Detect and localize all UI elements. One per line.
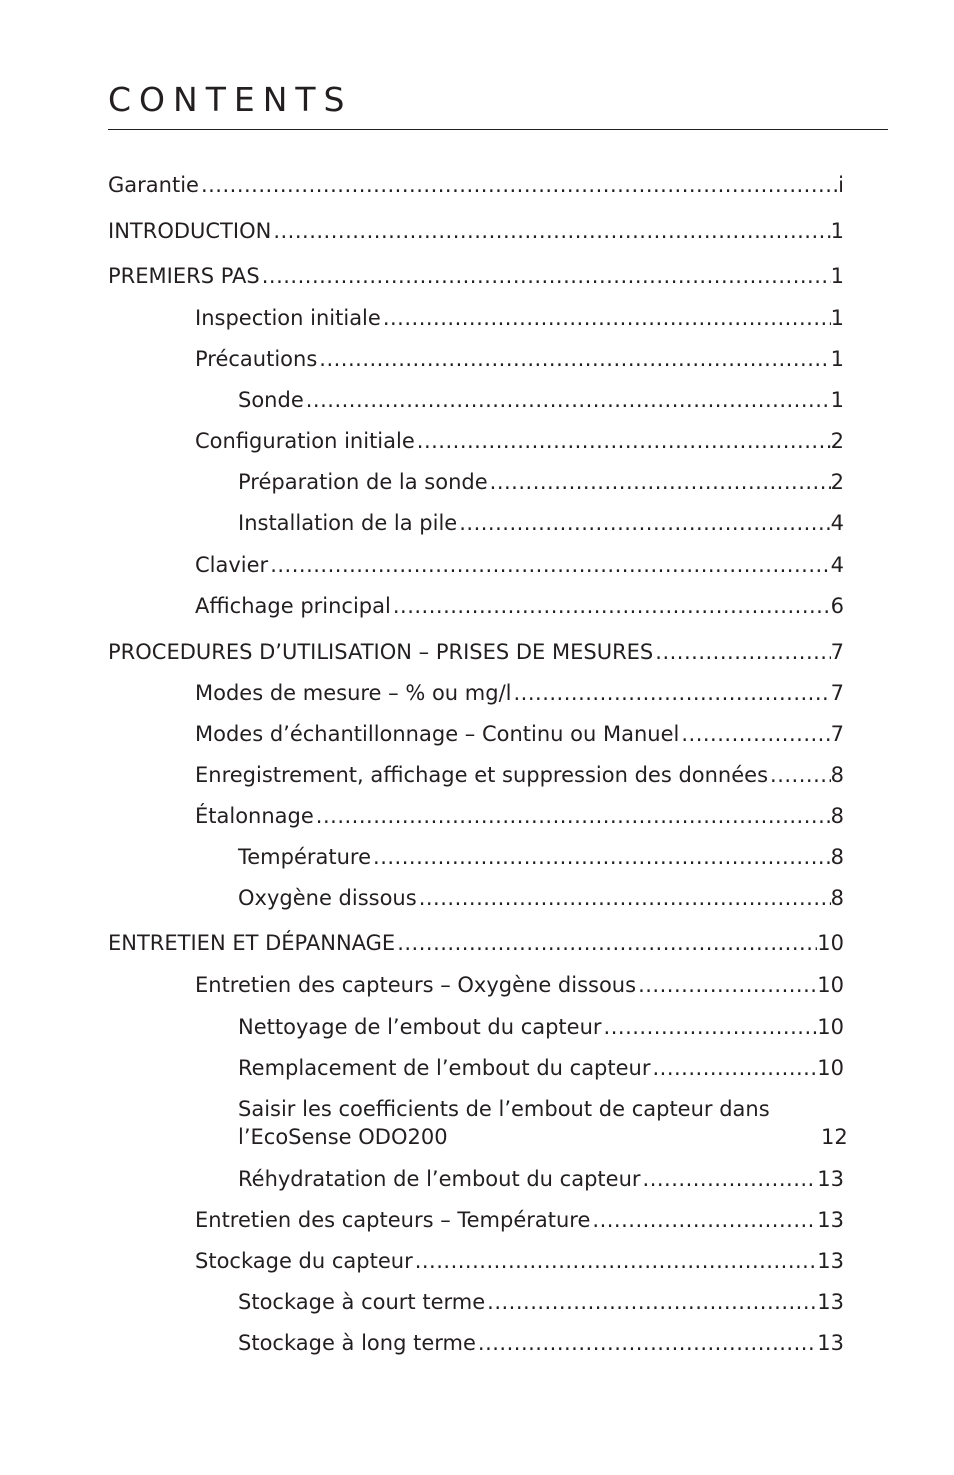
toc-entry[interactable] <box>195 971 844 999</box>
toc-dot-leader <box>512 679 831 707</box>
toc-entry-page: 6 <box>830 594 844 618</box>
toc-entry[interactable] <box>238 1329 844 1357</box>
toc-entry-label: Sonde <box>238 388 304 412</box>
toc-entry[interactable] <box>238 884 844 912</box>
toc-entry[interactable] <box>195 345 844 373</box>
toc-entry-label: Entretien des capteurs – Oxygène dissous <box>195 973 637 997</box>
toc-entry-page: 1 <box>830 306 844 330</box>
toc-entry-label: Température <box>238 845 372 869</box>
toc-dot-leader <box>314 802 831 830</box>
toc-entry[interactable] <box>238 386 844 414</box>
toc-entry[interactable] <box>238 1013 844 1041</box>
toc-entry-label: Enregistrement, affichage et suppression des données <box>195 763 769 787</box>
toc-entry-page: 7 <box>830 640 844 664</box>
toc-entry-page: 8 <box>830 763 844 787</box>
toc-entry-label: Affichage principal <box>195 594 391 618</box>
toc-entry-label: INTRODUCTION <box>108 219 272 243</box>
toc-entry-page: 13 <box>817 1331 844 1355</box>
toc-entry[interactable] <box>108 217 844 245</box>
toc-entry[interactable] <box>238 468 844 496</box>
toc-entry-label: Configuration initiale <box>195 429 415 453</box>
toc-entry-label: Remplacement de l’embout du capteur <box>238 1056 651 1080</box>
toc-dot-leader <box>653 638 830 666</box>
toc-entry[interactable] <box>238 1165 844 1193</box>
toc-entry-page: 7 <box>830 681 844 705</box>
toc-dot-leader <box>381 304 831 332</box>
toc-entry-label: Installation de la pile <box>238 511 458 535</box>
toc-entry[interactable] <box>108 638 844 666</box>
toc-entry-label: Inspection initiale <box>195 306 381 330</box>
toc-dot-leader <box>679 720 830 748</box>
toc-entry-page: 8 <box>830 886 844 910</box>
toc-dot-leader <box>268 551 830 579</box>
toc-entry-label: ENTRETIEN ET DÉPANNAGE <box>108 931 396 955</box>
toc-entry-label: Oxygène dissous <box>238 886 417 910</box>
toc-entry-label: Clavier <box>195 553 269 577</box>
toc-entry[interactable] <box>195 551 844 579</box>
toc-entry-page: 4 <box>830 511 844 535</box>
toc-dot-leader <box>602 1013 818 1041</box>
toc-entry-page: 2 <box>830 470 844 494</box>
toc-entry-label: Stockage du capteur <box>195 1249 413 1273</box>
toc-entry-label: Préparation de la sonde <box>238 470 488 494</box>
toc-entry[interactable] <box>238 1288 844 1316</box>
toc-entry-label: Nettoyage de l’embout du capteur <box>238 1015 602 1039</box>
toc-entry[interactable] <box>195 1206 844 1234</box>
toc-dot-leader <box>415 427 831 455</box>
toc-entry[interactable] <box>108 171 844 199</box>
toc-entry-label: Entretien des capteurs – Température <box>195 1208 591 1232</box>
toc-entry-label: Stockage à long terme <box>238 1331 476 1355</box>
toc-entry-page: 1 <box>830 264 844 288</box>
toc-entry-page: 13 <box>817 1290 844 1314</box>
toc-entry-label: Modes de mesure – % ou mg/l <box>195 681 512 705</box>
toc-dot-leader <box>271 217 830 245</box>
toc-entry[interactable] <box>108 929 844 957</box>
toc-entry[interactable] <box>195 720 844 748</box>
toc-dot-leader <box>590 1206 817 1234</box>
toc-entry-label: Modes d’échantillonnage – Continu ou Manuel <box>195 722 680 746</box>
toc-entry-label: Réhydratation de l’embout du capteur <box>238 1167 641 1191</box>
toc-entry[interactable] <box>195 761 844 789</box>
toc-entry-page: 7 <box>830 722 844 746</box>
toc-entry-page: i <box>838 173 844 197</box>
toc-entry[interactable] <box>195 802 844 830</box>
toc-dot-leader <box>260 262 831 290</box>
toc-dot-leader <box>199 171 838 199</box>
toc-dot-leader <box>417 884 831 912</box>
toc-entry-page: 13 <box>817 1208 844 1232</box>
toc-entry-label: Saisir les coefficients de l’embout de capteur dans l’EcoSense ODO200 <box>238 1097 770 1149</box>
toc-entry-label: Étalonnage <box>195 804 314 828</box>
toc-entry[interactable] <box>195 1247 844 1275</box>
toc-entry[interactable] <box>195 427 844 455</box>
toc-entry-page: 10 <box>817 931 844 955</box>
toc-entry-label: Précautions <box>195 347 318 371</box>
toc-entry-label: PROCEDURES D’UTILISATION – PRISES DE MESURES <box>108 640 654 664</box>
page-title: CONTENTS <box>108 80 353 119</box>
toc-entry-page: 1 <box>830 347 844 371</box>
toc-entry[interactable] <box>238 509 844 537</box>
toc-dot-leader <box>413 1247 818 1275</box>
toc-entry-page: 13 <box>817 1249 844 1273</box>
toc-entry-label: Garantie <box>108 173 199 197</box>
toc-dot-leader <box>636 971 817 999</box>
toc-dot-leader <box>476 1329 817 1357</box>
toc-dot-leader <box>650 1054 817 1082</box>
toc-entry-page: 2 <box>830 429 844 453</box>
toc-entry[interactable] <box>238 843 844 871</box>
toc-entry-page: 10 <box>817 1015 844 1039</box>
title-divider <box>108 129 888 130</box>
toc-dot-leader <box>391 592 831 620</box>
toc-dot-leader <box>317 345 830 373</box>
toc-entry-page: 8 <box>830 845 844 869</box>
toc-dot-leader <box>641 1165 818 1193</box>
toc-entry-label: Stockage à court terme <box>238 1290 486 1314</box>
toc-entry-page: 4 <box>830 553 844 577</box>
toc-entry-page: 8 <box>830 804 844 828</box>
toc-entry-page: 13 <box>817 1167 844 1191</box>
toc-entry[interactable] <box>195 304 844 332</box>
toc-dot-leader <box>304 386 831 414</box>
toc-entry-page: 10 <box>817 973 844 997</box>
toc-entry-page: 10 <box>817 1056 844 1080</box>
toc-entry-page: 1 <box>830 388 844 412</box>
toc-entry[interactable] <box>238 1054 844 1082</box>
toc-dot-leader <box>485 1288 817 1316</box>
toc-entry[interactable] <box>195 592 844 620</box>
toc-entry[interactable] <box>108 262 844 290</box>
toc-dot-leader <box>488 468 831 496</box>
toc-entry-page: 1 <box>830 219 844 243</box>
toc-entry[interactable] <box>195 679 844 707</box>
toc-entry-page: 12 <box>821 1125 848 1149</box>
toc-dot-leader <box>457 509 830 537</box>
toc-dot-leader <box>768 761 831 789</box>
toc-entry-label: PREMIERS PAS <box>108 264 260 288</box>
toc-dot-leader <box>395 929 817 957</box>
toc-entry[interactable] <box>238 1095 848 1151</box>
toc-dot-leader <box>371 843 831 871</box>
